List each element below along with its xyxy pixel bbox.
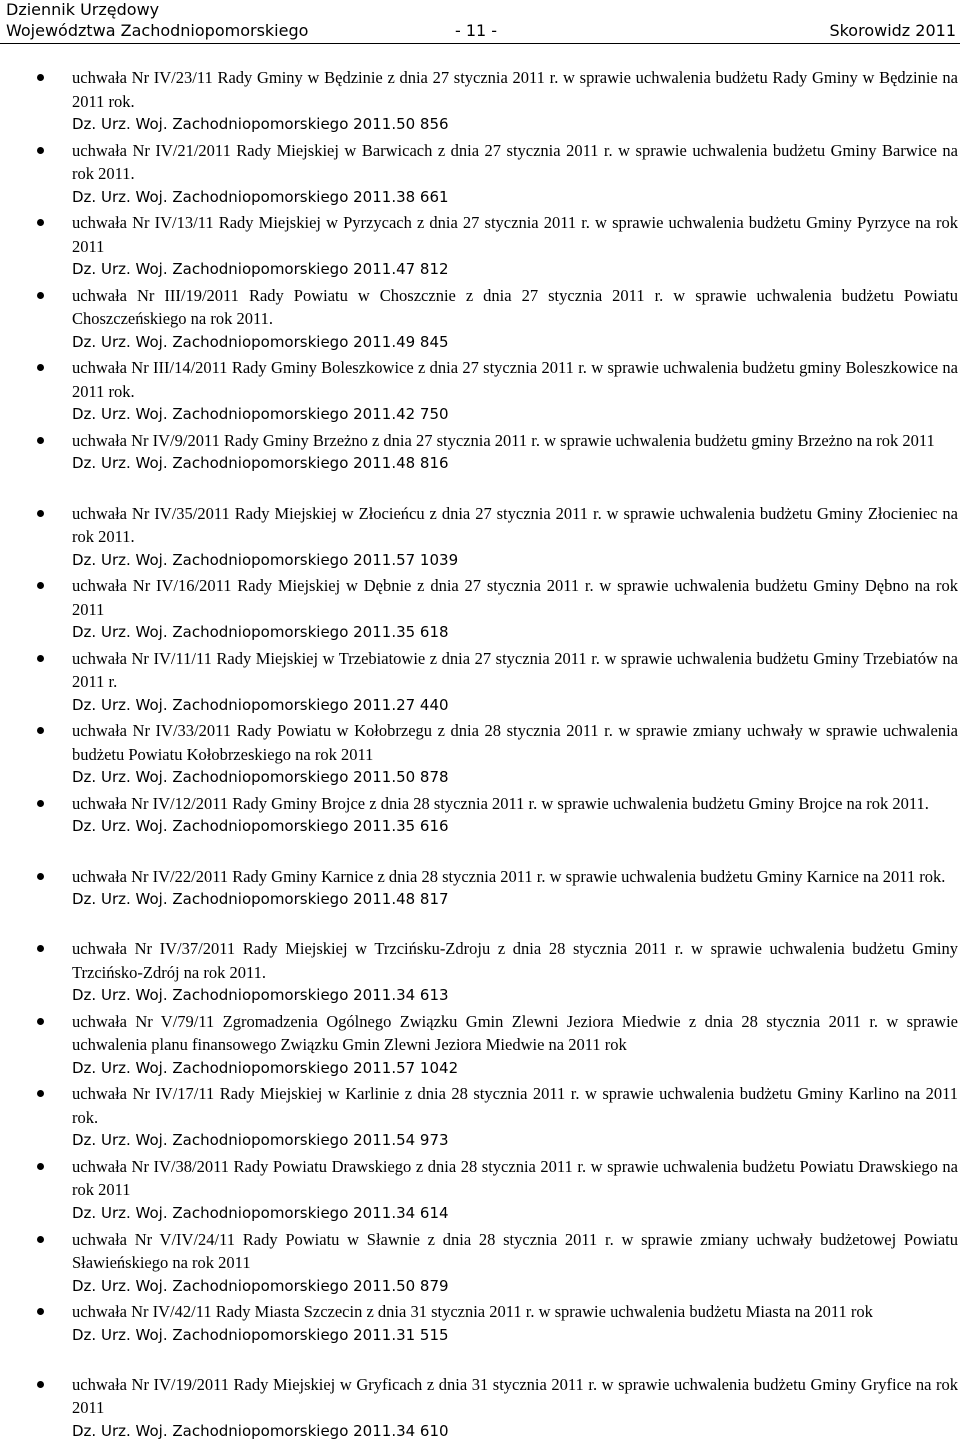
bullet-icon: [37, 510, 44, 517]
journal-reference: Dz. Urz. Woj. Zachodniopomorskiego 2011.50 878: [72, 768, 449, 787]
bullet-icon: [37, 1381, 44, 1388]
list-item: [0, 502, 960, 575]
list-item: [0, 937, 960, 1010]
entry-text: [72, 574, 958, 645]
resolution-title: uchwała Nr V/79/11 Zgromadzenia Ogólnego Związku Gmin Zlewni Jeziora Miedwie z dnia 28 stycznia 2011 r. w sprawie uchwalenia planu finansowego Związku Gmin Zlewni Jeziora Miedwie na 2011 rok: [72, 1011, 958, 1055]
bullet-icon: [37, 873, 44, 880]
list-item: [0, 1155, 960, 1228]
list-item: [0, 1082, 960, 1155]
resolution-title: uchwała Nr IV/13/11 Rady Miejskiej w Pyrzycach z dnia 27 stycznia 2011 r. w sprawie uchwalenia budżetu Gminy Pyrzyce na rok 2011: [72, 213, 958, 256]
entry-text: [72, 719, 958, 790]
list-item: [0, 284, 960, 357]
journal-reference: Dz. Urz. Woj. Zachodniopomorskiego 2011.27 440: [72, 695, 449, 714]
list-item: [0, 1228, 960, 1301]
resolution-title: uchwała Nr IV/9/2011 Rady Gminy Brzeżno z dnia 27 stycznia 2011 r. w sprawie uchwalenia budżetu gminy Brzeżno na rok 2011: [72, 430, 935, 450]
journal-reference: Dz. Urz. Woj. Zachodniopomorskiego 2011.31 515: [72, 1325, 449, 1344]
entry-text: [72, 937, 958, 1008]
journal-reference: Dz. Urz. Woj. Zachodniopomorskiego 2011.35 616: [72, 817, 449, 836]
bullet-icon: [37, 800, 44, 807]
journal-reference: Dz. Urz. Woj. Zachodniopomorskiego 2011.38 661: [72, 187, 449, 206]
list-item: [0, 66, 960, 139]
resolution-title: uchwała Nr IV/42/11 Rady Miasta Szczecin z dnia 31 stycznia 2011 r. w sprawie uchwalenia budżetu Miasta na 2011 rok: [72, 1302, 873, 1322]
resolution-title: uchwała Nr IV/37/2011 Rady Miejskiej w Trzcińsku-Zdroju z dnia 28 stycznia 2011 r. w sprawie uchwalenia budżetu Gminy Trzcińsko-Zdrój na rok 2011.: [72, 939, 958, 982]
resolution-title: uchwała Nr IV/12/2011 Rady Gminy Brojce z dnia 28 stycznia 2011 r. w sprawie uchwalenia budżetu Gminy Brojce na rok 2011.: [72, 793, 929, 813]
entry-text: [72, 139, 958, 210]
bullet-icon: [37, 74, 44, 81]
section-name: Skorowidz 2011: [829, 21, 956, 40]
journal-reference: Dz. Urz. Woj. Zachodniopomorskiego 2011.35 618: [72, 623, 449, 642]
resolution-title: uchwała Nr IV/21/2011 Rady Miejskiej w Barwicach z dnia 27 stycznia 2011 r. w sprawie uchwalenia budżetu Gminy Barwice na rok 2011.: [72, 140, 958, 184]
resolution-title: uchwała Nr IV/17/11 Rady Miejskiej w Karlinie z dnia 28 stycznia 2011 r. w sprawie uchwalenia budżetu Gminy Karlino na 2011 rok.: [72, 1084, 958, 1127]
resolution-title: uchwała Nr IV/11/11 Rady Miejskiej w Trzebiatowie z dnia 27 stycznia 2011 r. w sprawie uchwalenia budżetu Gminy Trzebiatów na 2011 r.: [72, 648, 958, 692]
entry-text: [72, 792, 958, 839]
entry-text: [72, 211, 958, 282]
list-item: [0, 356, 960, 429]
resolution-title: uchwała Nr IV/16/2011 Rady Miejskiej w Dębnie z dnia 27 stycznia 2011 r. w sprawie uchwalenia budżetu Gminy Dębno na rok 2011: [72, 576, 958, 619]
entry-text: [72, 502, 958, 573]
page-header: [0, 0, 960, 46]
bullet-icon: [37, 292, 44, 299]
list-item: [0, 429, 960, 502]
entry-text: [72, 429, 958, 476]
list-item: [0, 139, 960, 212]
bullet-icon: [37, 727, 44, 734]
entry-text: [72, 1373, 958, 1444]
list-item: [0, 792, 960, 865]
journal-reference: Dz. Urz. Woj. Zachodniopomorskiego 2011.57 1042: [72, 1058, 459, 1077]
page-number: - 11 -: [455, 21, 498, 40]
bullet-icon: [37, 1090, 44, 1097]
header-line: [6, 21, 956, 41]
list-item: [0, 719, 960, 792]
bullet-icon: [37, 655, 44, 662]
list-item: [0, 211, 960, 284]
entry-text: [72, 356, 958, 427]
journal-reference: Dz. Urz. Woj. Zachodniopomorskiego 2011.50 879: [72, 1276, 449, 1295]
list-item: [0, 865, 960, 938]
list-item: [0, 1373, 960, 1445]
list-item: [0, 574, 960, 647]
journal-reference: Dz. Urz. Woj. Zachodniopomorskiego 2011.47 812: [72, 260, 449, 279]
list-item: [0, 1010, 960, 1083]
entry-list: [0, 66, 960, 1445]
bullet-icon: [37, 219, 44, 226]
entry-text: [72, 1155, 958, 1226]
entry-text: [72, 865, 958, 912]
resolution-title: uchwała Nr IV/38/2011 Rady Powiatu Drawskiego z dnia 28 stycznia 2011 r. w sprawie uchwalenia budżetu Powiatu Drawskiego na rok 2011: [72, 1156, 958, 1200]
journal-reference: Dz. Urz. Woj. Zachodniopomorskiego 2011.48 816: [72, 454, 449, 473]
journal-reference: Dz. Urz. Woj. Zachodniopomorskiego 2011.54 973: [72, 1131, 449, 1150]
list-item: [0, 1300, 960, 1373]
journal-reference: Dz. Urz. Woj. Zachodniopomorskiego 2011.34 614: [72, 1203, 449, 1222]
bullet-icon: [37, 1236, 44, 1243]
resolution-title: uchwała Nr III/19/2011 Rady Powiatu w Choszcznie z dnia 27 stycznia 2011 r. w sprawie uchwalenia budżetu Powiatu Choszczeńskiego na rok 2011.: [72, 285, 958, 329]
region-name: Województwa Zachodniopomorskiego: [6, 21, 309, 40]
entry-text: [72, 66, 958, 137]
bullet-icon: [37, 945, 44, 952]
entry-text: [72, 1228, 958, 1299]
entry-text: [72, 1082, 958, 1153]
resolution-title: uchwała Nr IV/33/2011 Rady Powiatu w Kołobrzegu z dnia 28 stycznia 2011 r. w sprawie zmiany uchwały w sprawie uchwalenia budżetu Powiatu Kołobrzeskiego na rok 2011: [72, 721, 958, 764]
bullet-icon: [37, 582, 44, 589]
entry-text: [72, 284, 958, 355]
bullet-icon: [37, 147, 44, 154]
bullet-icon: [37, 1018, 44, 1025]
publication-name: Dziennik Urzędowy: [6, 0, 160, 19]
resolution-title: uchwała Nr IV/23/11 Rady Gminy w Będzinie z dnia 27 stycznia 2011 r. w sprawie uchwalenia budżetu Rady Gminy w Będzinie na 2011 rok.: [72, 68, 958, 111]
resolution-title: uchwała Nr III/14/2011 Rady Gminy Boleszkowice z dnia 27 stycznia 2011 r. w sprawie uchwalenia budżetu gminy Boleszkowice na 2011 rok.: [72, 358, 958, 401]
journal-reference: Dz. Urz. Woj. Zachodniopomorskiego 2011.49 845: [72, 332, 449, 351]
resolution-title: uchwała Nr IV/35/2011 Rady Miejskiej w Złocieńcu z dnia 27 stycznia 2011 r. w sprawie uchwalenia budżetu Gminy Złocieniec na rok 2011.: [72, 503, 958, 547]
entry-text: [72, 1300, 958, 1347]
journal-reference: Dz. Urz. Woj. Zachodniopomorskiego 2011.50 856: [72, 115, 449, 133]
journal-reference: Dz. Urz. Woj. Zachodniopomorskiego 2011.57 1039: [72, 550, 459, 569]
resolution-title: uchwała Nr IV/19/2011 Rady Miejskiej w Gryficach z dnia 31 stycznia 2011 r. w sprawie uchwalenia budżetu Gminy Gryfice na rok 2011: [72, 1374, 958, 1418]
journal-reference: Dz. Urz. Woj. Zachodniopomorskiego 2011.42 750: [72, 405, 449, 424]
bullet-icon: [37, 364, 44, 371]
header-rule: [0, 43, 960, 44]
resolution-title: uchwała Nr V/IV/24/11 Rady Powiatu w Sławnie z dnia 28 stycznia 2011 r. w sprawie zmiany uchwały budżetowej Powiatu Sławieńskiego na rok 2011: [72, 1229, 958, 1272]
entry-text: [72, 1010, 958, 1081]
journal-reference: Dz. Urz. Woj. Zachodniopomorskiego 2011.48 817: [72, 890, 449, 909]
bullet-icon: [37, 437, 44, 444]
journal-reference: Dz. Urz. Woj. Zachodniopomorskiego 2011.34 613: [72, 986, 449, 1005]
resolution-title: uchwała Nr IV/22/2011 Rady Gminy Karnice z dnia 28 stycznia 2011 r. w sprawie uchwalenia budżetu Gminy Karnice na 2011 rok.: [72, 866, 946, 886]
list-item: [0, 647, 960, 720]
journal-reference: Dz. Urz. Woj. Zachodniopomorskiego 2011.34 610: [72, 1421, 449, 1440]
bullet-icon: [37, 1163, 44, 1170]
bullet-icon: [37, 1308, 44, 1315]
entry-text: [72, 647, 958, 718]
